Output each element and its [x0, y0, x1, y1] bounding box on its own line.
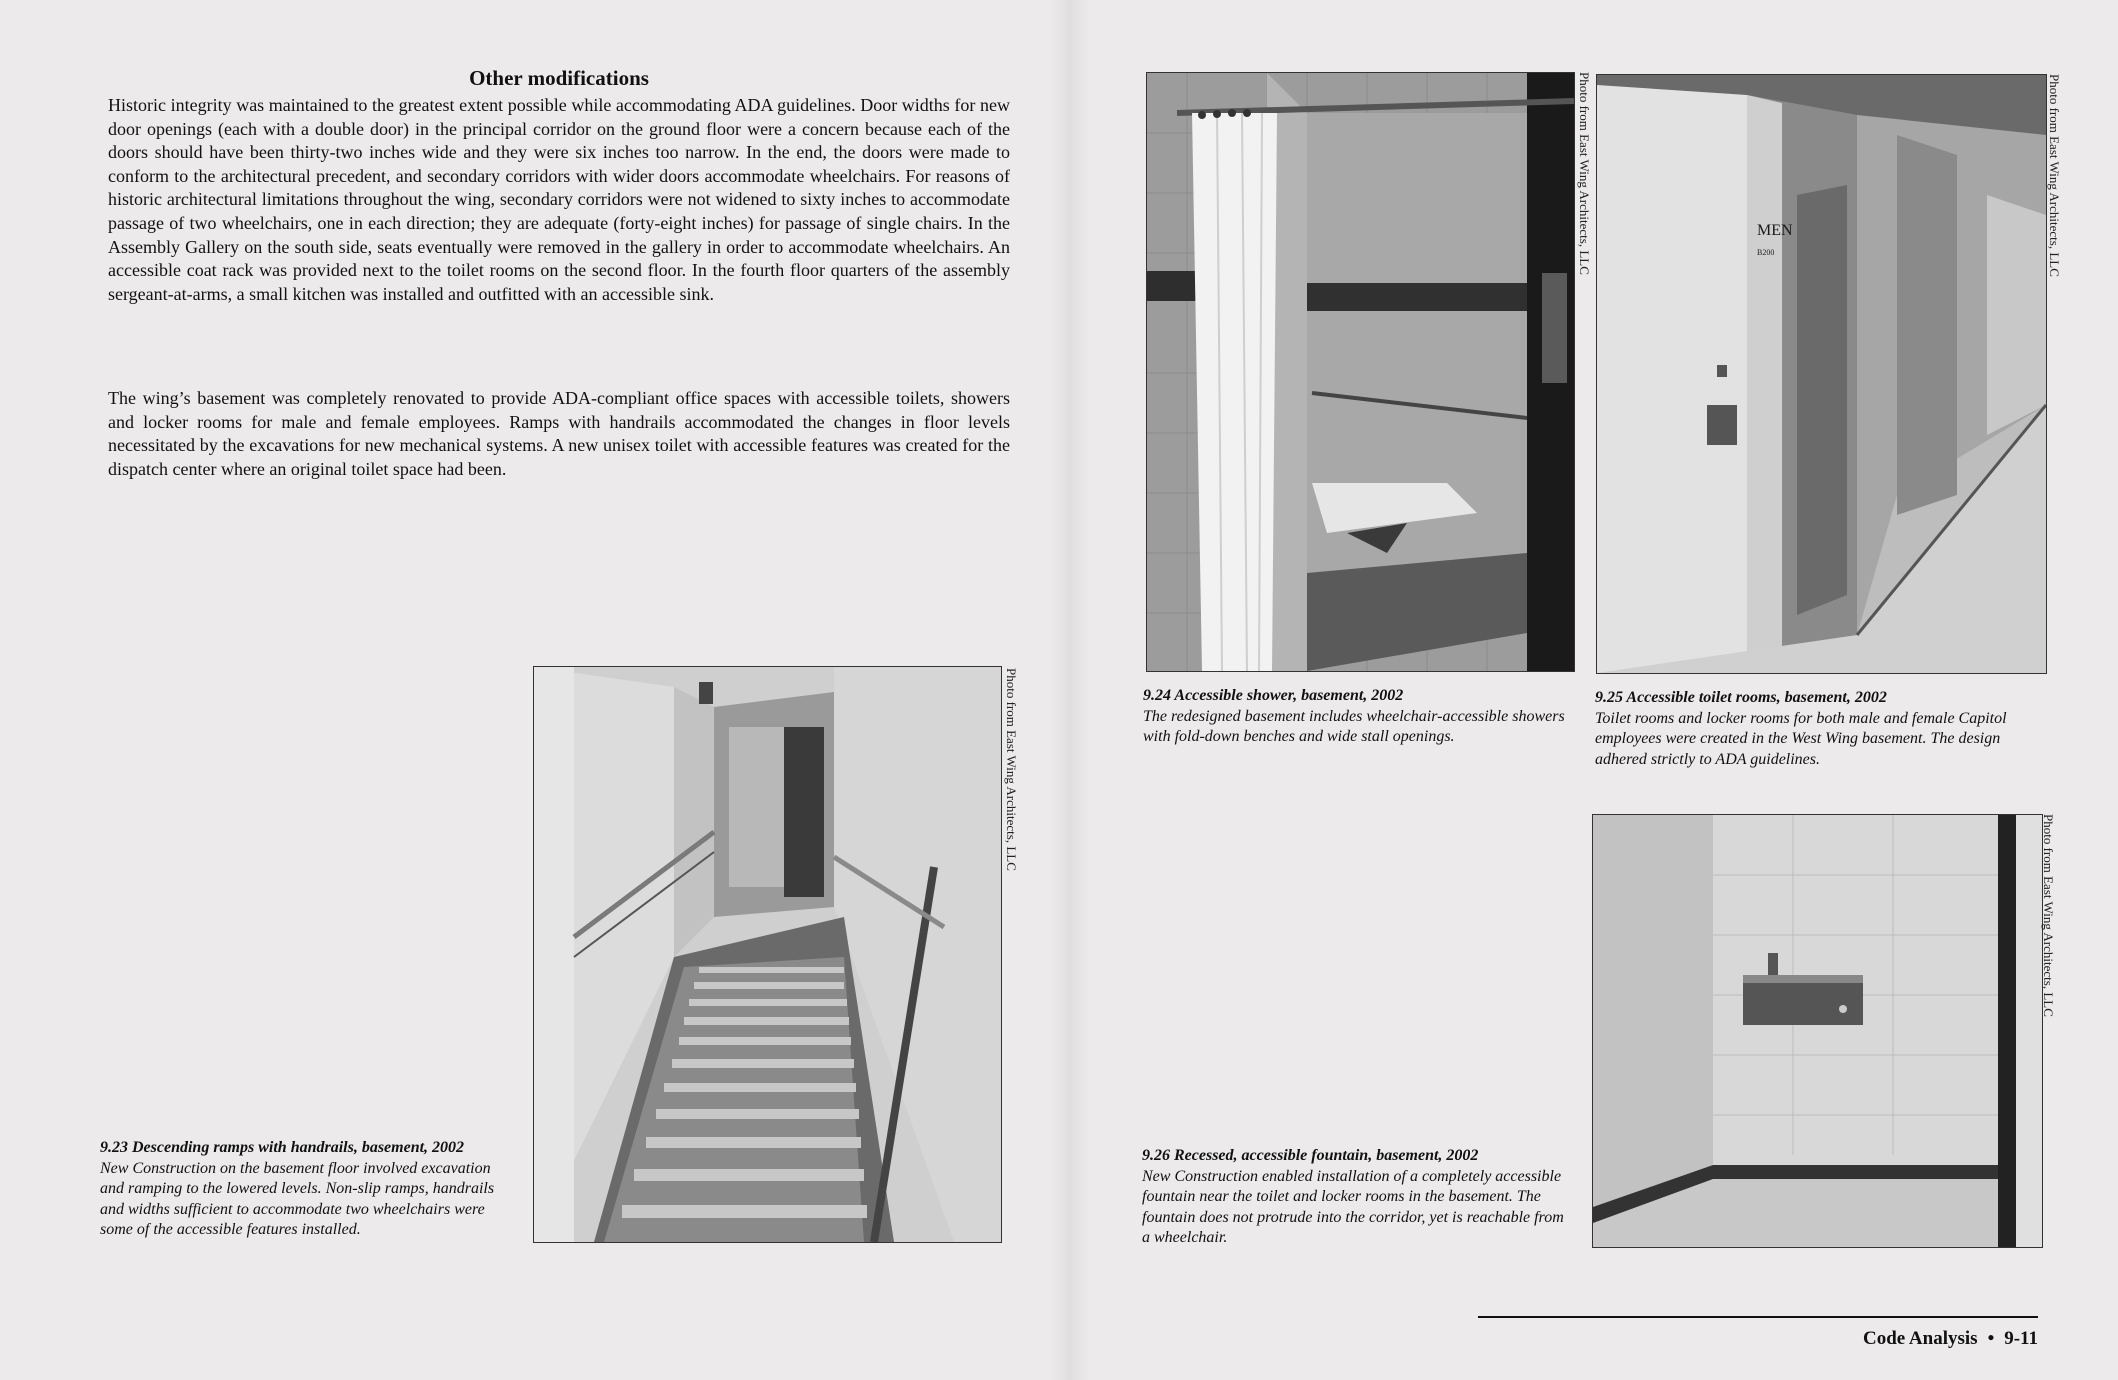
footer-section-name: Code Analysis	[1863, 1328, 1978, 1349]
caption-925	[1595, 688, 2045, 770]
photo-credit-926: Photo from East Wing Architects, LLC	[2041, 814, 2056, 1017]
caption-926	[1142, 1146, 1567, 1249]
door-room-number: B200	[1757, 248, 1775, 257]
caption-924-title: 9.24 Accessible shower, basement, 2002	[1143, 687, 1404, 704]
body-paragraph-1: Historic integrity was maintained to the greatest extent possible while accommodating ADA guidelines. Door widths for new door openings (each with a double door) in the principal corridor on the ground floor were a concern because each of the doors should have been thirty-two inches wide and they were six inches too narrow. In the end, the doors were made to conform to the architectural precedent, and secondary corridors with wider doors accommodate wheelchairs. For reasons of historic architectural limitations throughout the wing, secondary corridors were not widened to sixty inches to accommodate passage of two wheelchairs, one in each direction; they are adequate (forty-eight inches) for passage of single chairs. In the Assembly Gallery on the south side, seats eventually were removed in the gallery in order to accommodate wheelchairs. An accessible coat rack was provided next to the toilet rooms on the second floor. In the fourth floor quarters of the assembly sergeant-at-arms, a small kitchen was installed and outfitted with an accessible sink.	[108, 95, 1010, 304]
caption-923-text: New Construction on the basement floor involved excavation and ramping to the lowered levels. Non-slip ramps, handrails and widths sufficient to accommodate two wheelchairs were some of the accessible features installed.	[100, 1159, 495, 1238]
footer-bullet: •	[1987, 1328, 1995, 1349]
caption-925-title: 9.25 Accessible toilet rooms, basement, 2002	[1595, 689, 1887, 706]
photo-accessible-shower	[1146, 72, 1575, 672]
photo-ramp-handrails	[533, 666, 1002, 1243]
section-heading: Other modifications	[469, 66, 649, 90]
photo-credit-924: Photo from East Wing Architects, LLC	[1577, 72, 1592, 275]
footer-page-number: 9-11	[2004, 1328, 2038, 1349]
body-paragraph-2: The wing’s basement was completely renovated to provide ADA-compliant office spaces with accessible toilets, showers and locker rooms for male and female employees. Ramps with handrails accommodated the changes in floor levels necessitated by the excavations for new mechanical systems. A new unisex toilet with accessible features was created for the dispatch center where an original toilet space had been.	[108, 388, 1010, 479]
footer-rule	[1478, 1316, 2038, 1318]
caption-925-text: Toilet rooms and locker rooms for both male and female Capitol employees were created in the West Wing basement. The design adhered strictly to ADA guidelines.	[1595, 709, 2007, 768]
caption-923-title: 9.23 Descending ramps with handrails, basement, 2002	[100, 1139, 465, 1156]
photo-credit-925: Photo from East Wing Architects, LLC	[2047, 74, 2062, 277]
photo-credit-923: Photo from East Wing Architects, LLC	[1004, 668, 1019, 871]
caption-924	[1143, 686, 1573, 748]
caption-923	[100, 1138, 515, 1241]
caption-926-title: 9.26 Recessed, accessible fountain, basement, 2002	[1142, 1147, 1479, 1164]
door-sign-men: MEN	[1757, 222, 1793, 239]
photo-recessed-fountain	[1592, 814, 2043, 1248]
page-gutter	[1050, 0, 1090, 1380]
caption-924-text: The redesigned basement includes wheelchair-accessible showers with fold-down benches and wide stall openings.	[1143, 707, 1565, 745]
caption-926-text: New Construction enabled installation of a completely accessible fountain near the toilet and locker rooms in the basement. The fountain does not protrude into the corridor, yet is reachable from a wheelchair.	[1142, 1167, 1564, 1246]
photo-accessible-toilet-rooms	[1596, 74, 2047, 674]
page-footer	[1863, 1328, 2038, 1350]
